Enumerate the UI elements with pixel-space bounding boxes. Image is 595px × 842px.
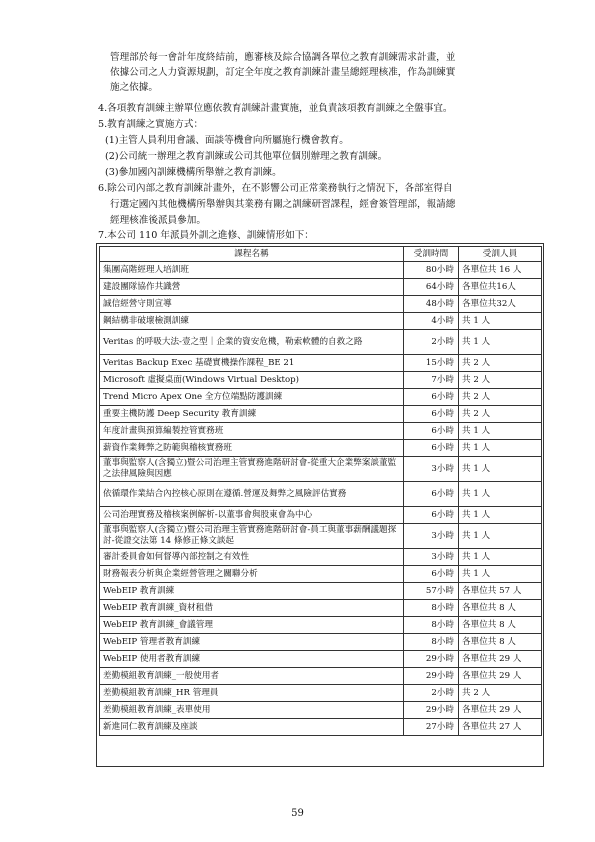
cell-people: 各單位共 8 人: [459, 634, 542, 651]
cell-people: 共 1 人: [459, 549, 542, 566]
table-body: [100, 262, 542, 736]
cell-hours: 7小時: [404, 372, 459, 389]
cell-people: 共 1 人: [459, 330, 542, 355]
cell-course: 依循環作業結合內控核心原則在遵循.營運及舞弊之風險評估實務: [100, 482, 404, 507]
cell-people: 共 2 人: [459, 355, 542, 372]
cell-people: 共 2 人: [459, 389, 542, 406]
table-row: [100, 507, 542, 524]
item-5-sub-1: (1)主管人員利用會議、面談等機會向所屬施行機會教育。: [105, 135, 349, 146]
cell-course: WebEIP 教育訓練: [100, 583, 404, 600]
cell-people: 共 2 人: [459, 406, 542, 423]
cell-course: Trend Micro Apex One 全方位端點防護訓練: [100, 389, 404, 406]
table-row: [100, 482, 542, 507]
cell-course: 差勤模組教育訓練_一般使用者: [100, 668, 404, 685]
table-row: [100, 457, 542, 482]
cell-people: 共 1 人: [459, 482, 542, 507]
header-people: 受訓人員: [459, 247, 542, 262]
item-6-line-3: 經理核准後派員參加。: [110, 215, 206, 226]
item-5-sub-3: (3)參加國內訓練機構所舉辦之教育訓練。: [105, 167, 282, 178]
cell-people: 各單位共 8 人: [459, 600, 542, 617]
cell-people: 各單位共 57 人: [459, 583, 542, 600]
page-number: 59: [291, 808, 304, 819]
cell-course: WebEIP 教育訓練_會議管理: [100, 617, 404, 634]
table-row: [100, 330, 542, 355]
cell-hours: 8小時: [404, 634, 459, 651]
cell-hours: 64小時: [404, 279, 459, 296]
cell-people: 共 1 人: [459, 524, 542, 549]
table-row: [100, 617, 542, 634]
intro-paragraph: [110, 50, 548, 95]
header-hours: 受訓時間: [404, 247, 459, 262]
cell-course: 審計委員會如何督導內部控制之有效性: [100, 549, 404, 566]
cell-hours: 6小時: [404, 566, 459, 583]
cell-hours: 6小時: [404, 389, 459, 406]
cell-people: 各單位共16人: [459, 279, 542, 296]
cell-people: 各單位共 8 人: [459, 617, 542, 634]
cell-hours: 3小時: [404, 457, 459, 482]
cell-hours: 2小時: [404, 685, 459, 702]
cell-hours: 27小時: [404, 719, 459, 736]
table-row: [100, 355, 542, 372]
cell-people: 各單位共 16 人: [459, 262, 542, 279]
table-row: [100, 566, 542, 583]
cell-hours: 29小時: [404, 651, 459, 668]
cell-course: 重要主機防護 Deep Security 教育訓練: [100, 406, 404, 423]
cell-course: 公司治理實務及稽核案例解析-以董事會與股東會為中心: [100, 507, 404, 524]
cell-course: 誠信經營守則宣導: [100, 296, 404, 313]
table-row: [100, 719, 542, 736]
table-row: [100, 583, 542, 600]
cell-hours: 3小時: [404, 524, 459, 549]
header-course: 課程名稱: [100, 247, 404, 262]
item-5: 5.教育訓練之實施方式：: [98, 119, 204, 130]
cell-course: 鋼結構非破壞檢測訓練: [100, 313, 404, 330]
cell-hours: 80小時: [404, 262, 459, 279]
item-5-sub-2: (2)公司統一辦理之教育訓練或公司其他單位個別辦理之教育訓練。: [105, 151, 388, 162]
cell-people: 共 1 人: [459, 440, 542, 457]
cell-course: 財務報表分析與企業經營管理之關聯分析: [100, 566, 404, 583]
item-6-line-2: 行選定國內其他機構所舉辦與其業務有關之訓練研習課程，經會簽管理部，報請總: [110, 199, 456, 210]
cell-course: 年度計畫與預算編製控管實務班: [100, 423, 404, 440]
cell-hours: 3小時: [404, 549, 459, 566]
cell-hours: 6小時: [404, 507, 459, 524]
cell-people: 共 1 人: [459, 313, 542, 330]
cell-people: 各單位共32人: [459, 296, 542, 313]
cell-course: 建設團隊協作共識營: [100, 279, 404, 296]
table-row: [100, 389, 542, 406]
cell-hours: 4小時: [404, 313, 459, 330]
table-row: [100, 634, 542, 651]
cell-course: 董事與監察人(含獨立)暨公司治理主管實務進階研討會-員工與董事薪酬議題探討-從證交法第 14 條修正條文談起: [100, 524, 404, 549]
intro-line: 依據公司之人力資源規劃，訂定全年度之教育訓練計畫呈總經理核准，作為訓練實: [110, 67, 456, 78]
cell-hours: 29小時: [404, 668, 459, 685]
cell-course: WebEIP 使用者教育訓練: [100, 651, 404, 668]
intro-line: 管理部於每一會計年度終結前，應審核及綜合協調各單位之教育訓練需求計畫，並: [110, 52, 456, 63]
table-row: [100, 600, 542, 617]
cell-course: 薪資作業舞弊之防範與稽核實務班: [100, 440, 404, 457]
cell-people: 各單位共 29 人: [459, 668, 542, 685]
cell-course: Microsoft 虛擬桌面(Windows Virtual Desktop): [100, 372, 404, 389]
table-row: [100, 702, 542, 719]
item-7: 7.本公司 110 年派員外訓之進修、訓練情形如下：: [98, 230, 314, 241]
cell-people: 共 2 人: [459, 372, 542, 389]
table-row: [100, 549, 542, 566]
table-row: [100, 406, 542, 423]
table-row: [100, 524, 542, 549]
cell-course: Veritas 的呼吸大法-壹之型｜企業的資安危機，勒索軟體的自救之路: [100, 330, 404, 355]
cell-people: 共 1 人: [459, 507, 542, 524]
table-row: [100, 651, 542, 668]
cell-people: 共 2 人: [459, 685, 542, 702]
item-6-line-1: 6.除公司內部之教育訓練計畫外，在不影響公司正常業務執行之情況下，各部室得自: [98, 183, 453, 194]
cell-hours: 6小時: [404, 423, 459, 440]
cell-course: 新進同仁教育訓練及座談: [100, 719, 404, 736]
cell-people: 各單位共 29 人: [459, 702, 542, 719]
item-4: 4.各項教育訓練主辦單位應依教育訓練計畫實施，並負責該項教育訓練之全盤事宜。: [98, 103, 453, 114]
cell-hours: 29小時: [404, 702, 459, 719]
table-row: [100, 440, 542, 457]
cell-hours: 6小時: [404, 482, 459, 507]
cell-course: Veritas Backup Exec 基礎實機操作課程_BE 21: [100, 355, 404, 372]
cell-people: 共 1 人: [459, 423, 542, 440]
cell-course: WebEIP 教育訓練_資材租借: [100, 600, 404, 617]
cell-course: 集團高階經理人培訓班: [100, 262, 404, 279]
cell-hours: 8小時: [404, 600, 459, 617]
cell-course: 董事與監察人(含獨立)暨公司治理主管實務進階研討會-從重大企業弊案談董監之法律風險與因應: [100, 457, 404, 482]
table-row: [100, 668, 542, 685]
cell-hours: 6小時: [404, 406, 459, 423]
table-row: [100, 262, 542, 279]
cell-hours: 15小時: [404, 355, 459, 372]
training-table: [99, 246, 542, 736]
table-row: [100, 296, 542, 313]
table-row: [100, 372, 542, 389]
cell-people: 各單位共 29 人: [459, 651, 542, 668]
cell-people: 共 1 人: [459, 457, 542, 482]
cell-hours: 2小時: [404, 330, 459, 355]
cell-hours: 6小時: [404, 440, 459, 457]
table-header-row: [100, 247, 542, 262]
table-row: [100, 685, 542, 702]
cell-hours: 48小時: [404, 296, 459, 313]
cell-people: 各單位共 27 人: [459, 719, 542, 736]
cell-course: 差勤模組教育訓練_HR 管理員: [100, 685, 404, 702]
cell-course: WebEIP 管理者教育訓練: [100, 634, 404, 651]
table-row: [100, 423, 542, 440]
table-row: [100, 313, 542, 330]
table-row: [100, 279, 542, 296]
intro-line: 施之依據。: [110, 82, 158, 93]
cell-hours: 8小時: [404, 617, 459, 634]
cell-hours: 57小時: [404, 583, 459, 600]
cell-course: 差勤模組教育訓練_表單使用: [100, 702, 404, 719]
cell-people: 共 1 人: [459, 566, 542, 583]
